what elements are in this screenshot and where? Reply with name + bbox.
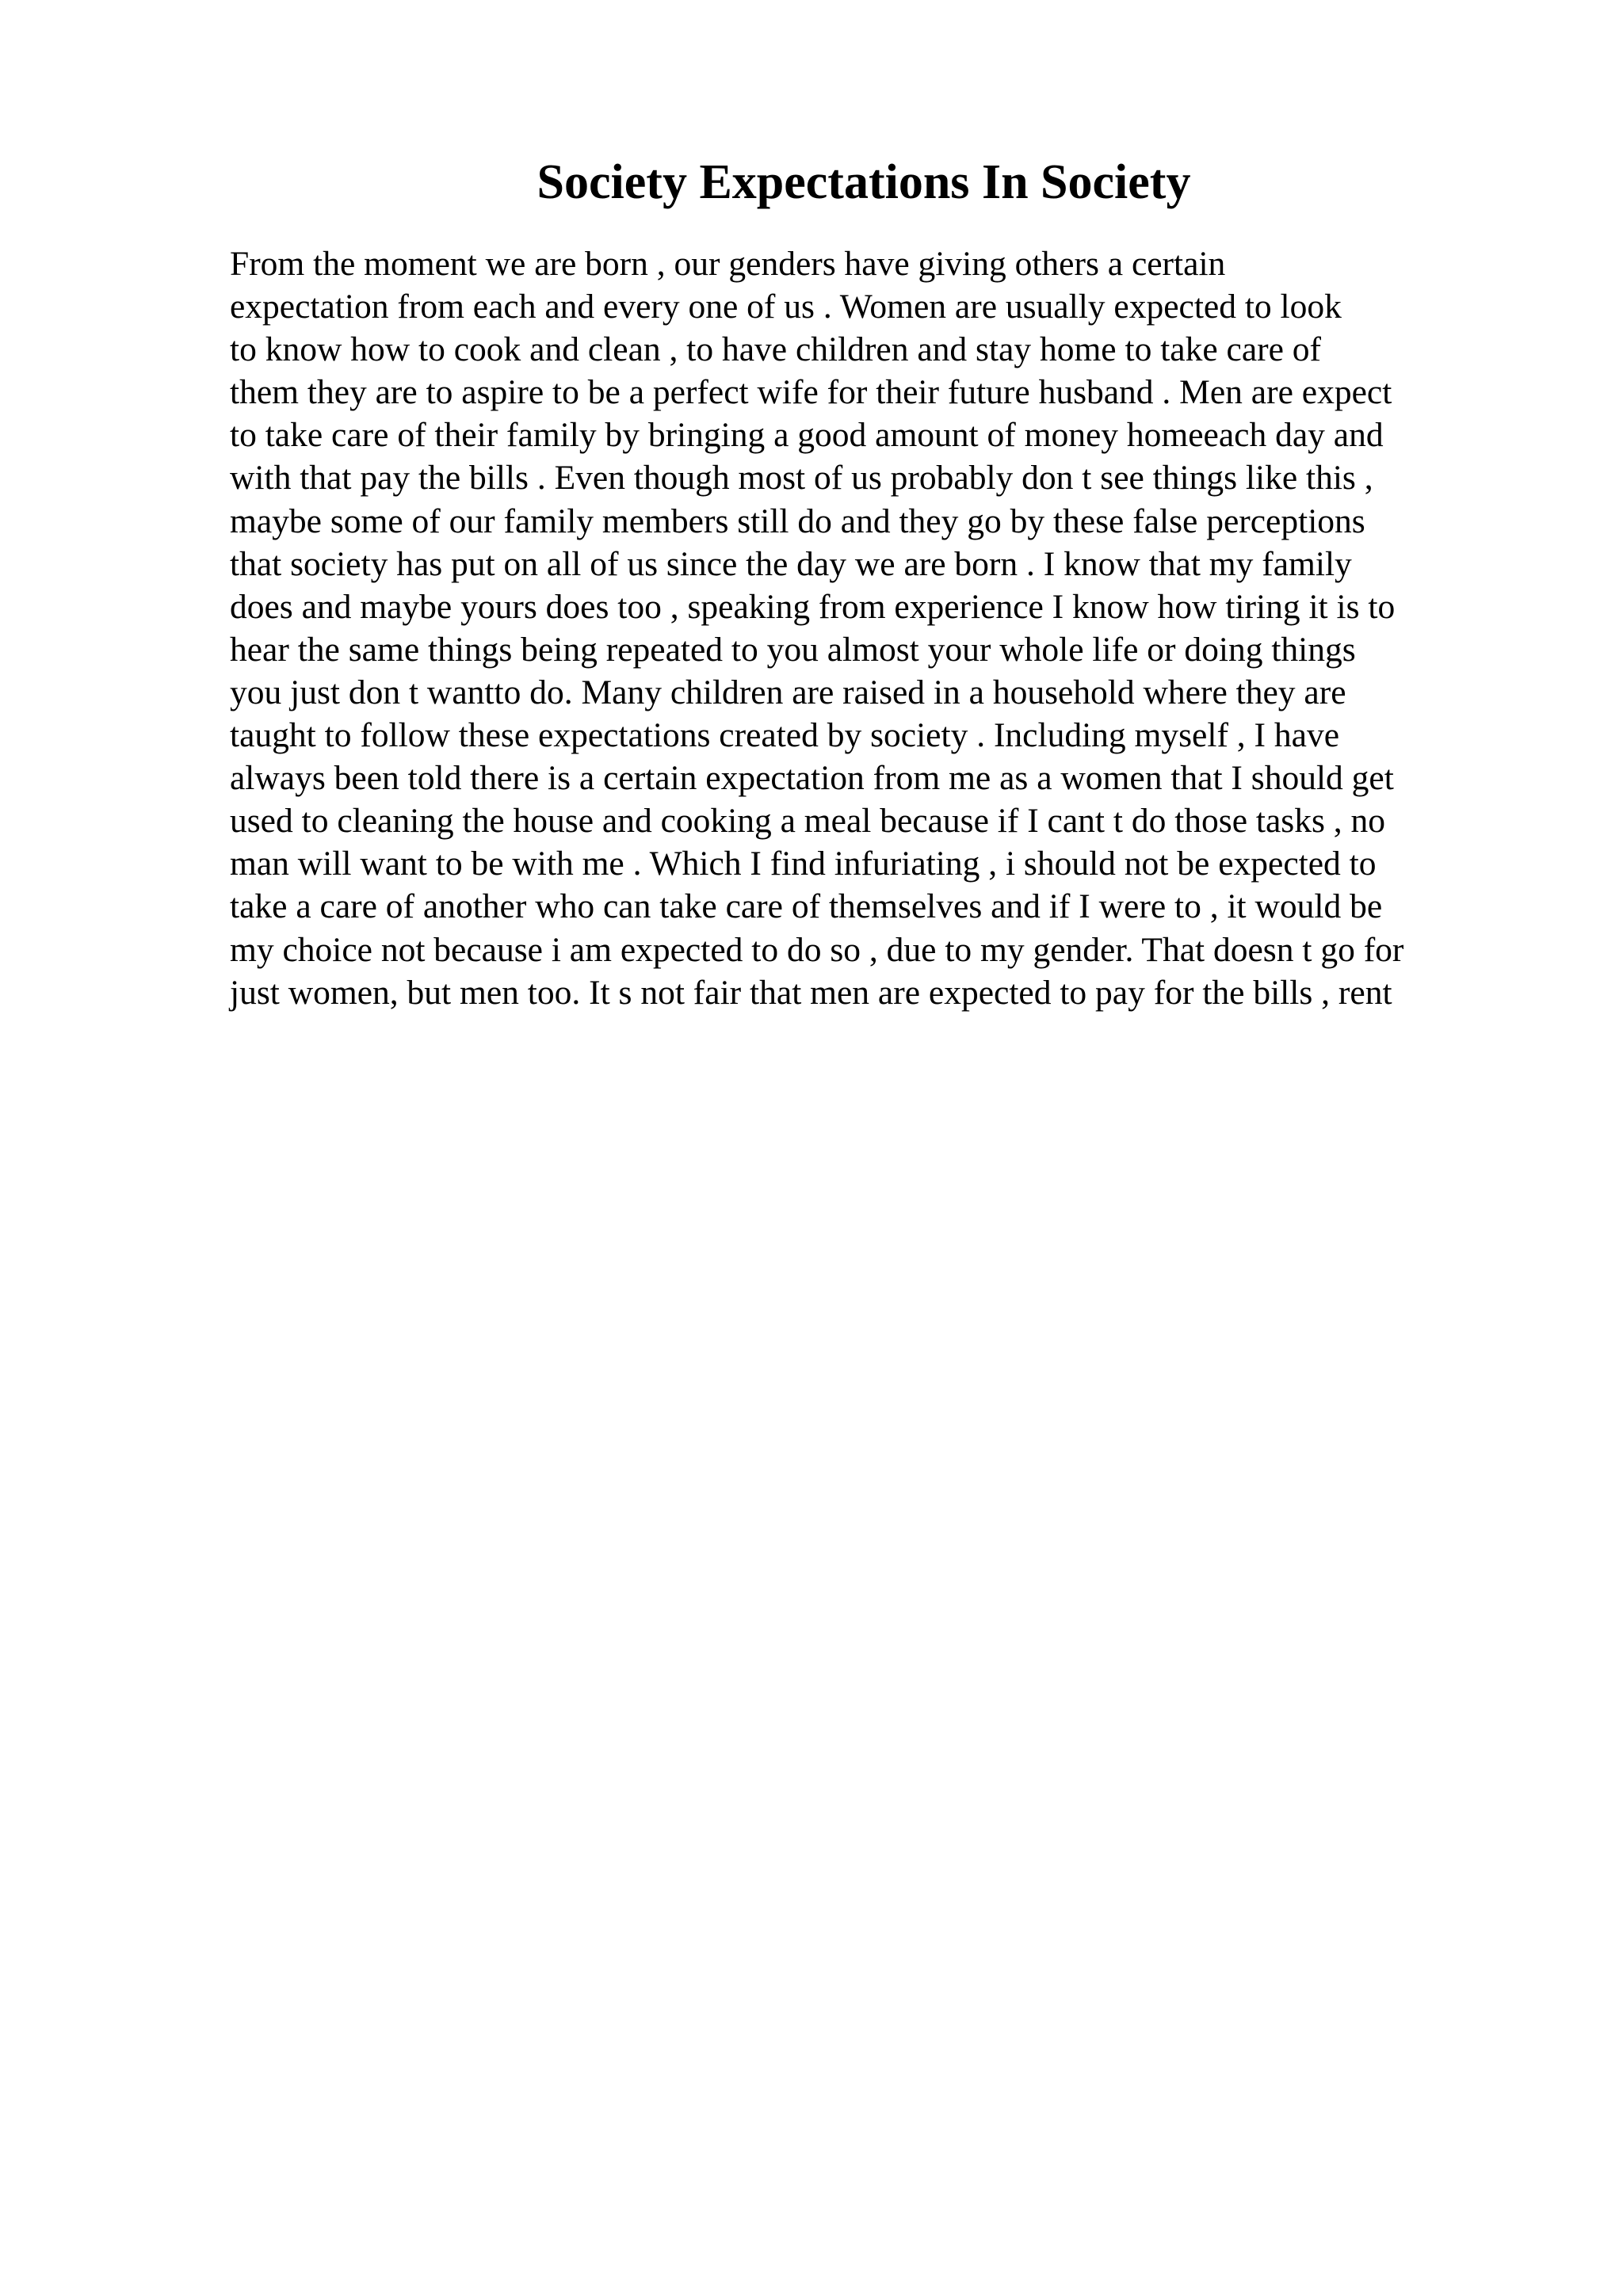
body-line: always been told there is a certain expectation from me as a women that I should get [230, 759, 1394, 798]
body-line: maybe some of our family members still do and they go by these false perceptions [230, 502, 1365, 540]
body-line: to take care of their family by bringing a good amount of money homeeach day and [230, 416, 1384, 455]
body-line: taught to follow these expectations created by society . Including myself , I have [230, 716, 1340, 755]
body-line: does and maybe yours does too , speaking from experience I know how tiring it is to [230, 587, 1396, 626]
body-line: man will want to be with me . Which I find infuriating , i should not be expected to [230, 845, 1377, 883]
body-line: you just don t wantto do. Many children are raised in a household where they are [230, 673, 1346, 711]
document-body [230, 242, 1577, 1014]
body-line: expectation from each and every one of us . Women are usually expected to look [230, 288, 1342, 326]
body-line: to know how to cook and clean , to have children and stay home to take care of [230, 330, 1322, 369]
body-line: with that pay the bills . Even though most of us probably don t see things like this , [230, 459, 1373, 498]
body-line: that society has put on all of us since the day we are born . I know that my family [230, 544, 1352, 583]
body-line: used to cleaning the house and cooking a meal because if I cant t do those tasks , no [230, 802, 1386, 841]
body-line: hear the same things being repeated to you almost your whole life or doing things [230, 630, 1356, 669]
body-line: my choice not because i am expected to do so , due to my gender. That doesn t go for [230, 930, 1404, 969]
body-line: just women, but men too. It s not fair that men are expected to pay for the bills , rent [230, 973, 1392, 1012]
body-line: them they are to aspire to be a perfect wife for their future husband . Men are expect [230, 373, 1392, 412]
body-line: From the moment we are born , our genders have giving others a certain [230, 245, 1226, 283]
body-line: take a care of another who can take care of themselves and if I were to , it would be [230, 887, 1383, 926]
document-title: Society Expectations In Society [537, 155, 1191, 209]
